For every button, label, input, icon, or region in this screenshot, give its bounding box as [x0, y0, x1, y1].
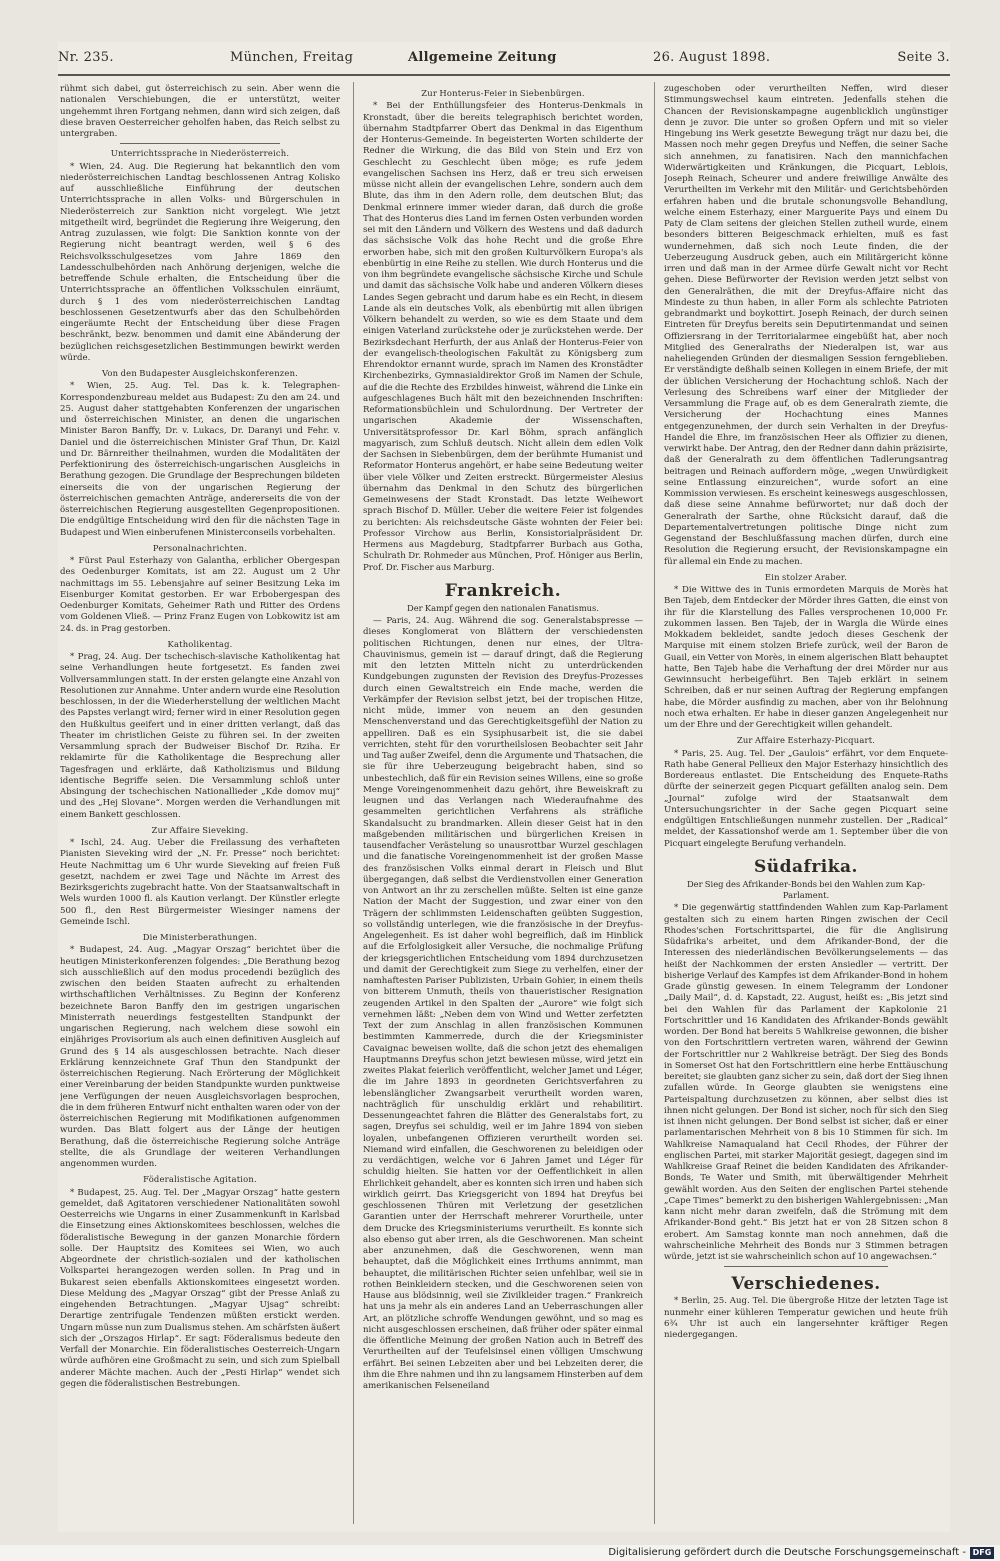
article-text: zugeschoben oder verurtheilten Neffen, wird dieser Stimmungswechsel kaum eintreten. Jedenfalls stehen die Chancen der Revisionskampagne augenblicklich ungünstiger denn je zuvor. Die unter so großen Opfern und mit so vieler Hingebung ins Werk gesetzte Bewegung trägt nur dazu bei, die Massen noch mehr gegen Dreyfus und Neffen, die seiner Sache sich annehmen, zu fanatisiren. Nach den mannichfachen Widerwärtigkeiten und Kränkungen, die Picquart, Leblois, Joseph Reinach, Scheurer und andere freiwillige Anwälte des Verurtheilten im Verkehr mit den Militär- und Gerichtsbehörden erfahren haben und die brutale schonungsvolle Behandlung, welche einem Esterhazy, einer Marguerite Pays und einem Du Paty de Clam seitens der gleichen Stellen zutheil wurde, einem besonders bitteren Beigeschmack erhielten, muß es fast wundernehmen, daß sich noch Leute finden, die der Ueberzeugung Ausdruck geben, auch ein Militärgericht könne irren und daß man in der Armee dürfe Gewalt nicht vor Recht gehen. Diese Befürworter der Revision werden jetzt selbst von den Generalräthen, die mit der Dreyfus-Affaire nicht das Mindeste zu thun haben, in aller Form als schlechte Patrioten gebrandmarkt und boykottirt. Joseph Reinach, der durch seinen Eintreten für Dreyfus bereits sein Deputirtenmandat und seinen Offiziersrang in der Territorialarmee eingebüßt hat, aber noch Mitglied des Generalraths der Niederalpen ist, war aus naheliegenden Gründen der diesmaligen Session ferngeblieben. Er verständigte deßhalb seinen Kollegen in einem Briefe, der mit der üblichen Versicherung der Hochachtung schloß. Nach der Verlesung des Schreibens warf einer der Mitglieder der Versammlung die Frage auf, ob es dem Generalrath ziemte, die Versicherung der Hochachtung eines Mannes entgegenzunehmen, der durch sein Verhalten in der Dreyfus-Handel die Ehre, im französischen Heer als Offizier zu dienen, verwirkt habe. Der Antrag, den der Redner dann dahin präzisirte, daß der Generalrath zu dem öffentlichen Tadlerungsantrag beitragen und Reinach auffordern möge, „wegen Unwürdigkeit seine Entlassung einzureichen“, wurde sofort an eine Kommission verwiesen. Es erscheint keineswegs ausgeschlossen, daß diese seine Annahme befürwortet; nur daß doch der Generalrath der Sarthe, ohne Rücksicht darauf, daß die Departementalvertretungen politische Dinge nicht zum Gegenstand der Beschlußfassung machen dürfen, durch eine Resolution die Regierung ersucht, der Revisionskampagne ein für allemal ein Ende zu machen. [664, 84, 948, 567]
footer-bar [0, 1545, 1000, 1561]
article-text: * Fürst Paul Esterhazy von Galantha, erblicher Obergespan des Oedenburger Komitats, ist am 22. August um 2 Uhr nachmittags im 55. Lebensjahre auf seiner Besitzung Leka im Eisenburger Komitat gestorben. Er war Erbobergespan des Oedenburger Komitats, Geheimer Rath und Ritter des Ordens vom Goldenen Vließ. — Prinz Franz Eugen von Lobkowitz ist am 24. ds. in Prag gestorben. [60, 556, 340, 634]
article-heading: Der Sieg des Afrikander-Bonds bei den Wahlen zum Kap-Parlament. [686, 878, 926, 900]
column-2 [363, 84, 643, 1524]
place-day: München, Freitag [230, 50, 354, 65]
dfg-logo-icon: DFG [970, 1547, 994, 1559]
article-text: * Budapest, 25. Aug. Tel. Der „Magyar Orszag“ hatte gestern gemeldet, daß Agitatoren verschiedener Nationalitäten sowohl Oesterreichs wie Ungarns in einer Zusammenkunft in Karlsbad die Einsetzung eines Aktionskomitees beschlossen, welches die föderalistische Bewegung in der ganzen Monarchie fördern solle. Der Hauptsitz des Komitees sei Wien, wo auch Abgeordnete der christlich-sozialen und der katholischen Volkspartei herangezogen werden sollen. In Prag und in Bukarest seien ebenfalls Aktionskomitees eingesetzt worden. Diese Meldung des „Magyar Orszag“ gibt der Presse Anlaß zu eingehenden Betrachtungen. „Magyar Ujsag“ schreibt: Derartige zentrifugale Tendenzen müßten erstickt werden. Ungarn müsse nun zum Dualismus stehen. Am schärfsten äußert sich der „Orszagos Hirlap“. Er sagt: Föderalismus bedeute den Verfall der Monarchie. Ein föderalistisches Oesterreich-Ungarn würde aufhören eine Großmacht zu sein, und sich zum Spielball anderer Mächte machen. Auch der „Pesti Hirlap“ wendet sich gegen die föderalistischen Bestrebungen. [60, 1187, 340, 1389]
article-heading: Unterrichtssprache in Niederösterreich. [110, 148, 290, 159]
article-text: * Wien, 25. Aug. Tel. Das k. k. Telegraphen-Korrespondenzbureau meldet aus Budapest: Zu den am 24. und 25. August daher stattgehabten Konferenzen der ungarischen und österreichischen Minister, an denen die ungarischen Minister Baron Banffy, Dr. v. Lukacs, Dr. Daranyi und Fehr. v. Daniel und die österreichischen Minister Graf Thun, Dr. Kaizl und Dr. Bärnreither theilnahmen, wurden die Modalitäten der Perfektionirung des österreichisch-ungarischen Ausgleichs in Berathung gezogen. Die Grundlage der Besprechungen bildeten einerseits die von der ungarischen Regierung der österreichischen gemachten Anträge, andererseits die von der österreichischen Regierung ausgestellten Gegenpropositionen. Die endgültige Entscheidung wird den für die nächsten Tage in Budapest und Wien einberufenen Ministerconseils vorbehalten. [60, 381, 340, 538]
column-divider [353, 82, 354, 1524]
section-heading: Verschiedenes. [731, 1274, 881, 1295]
newspaper-page [58, 42, 950, 1532]
column-1 [60, 84, 340, 1524]
article-rule [120, 143, 280, 144]
article-heading: Ein stolzer Araber. [764, 571, 848, 582]
article-text: * Wien, 24. Aug. Die Regierung hat bekanntlich den vom niederösterreichischen Landtag beschlossenen Antrag Kolisko auf ausschließliche Einführung der deutschen Unterrichtssprache in allen Volks- und Bürgerschulen in Niederösterreich zur Sanktion nicht vorgelegt. Wie jetzt mitgetheilt wird, begründet die Regierung ihre Weigerung, den Antrag zuzulassen, wie folgt: Die Sanktion konnte von der Regierung nicht beantragt werden, weil § 6 des Reichsvolksschulgesetzes vom Jahre 1869 den Landesschulbehörden nach Anhörung derjenigen, welche die betreffende Schule erhalten, die Entscheidung über die Unterrichtssprache an öffentlichen Volksschulen einräumt, durch § 1 des vom niederösterreichischen Landtag beschlossenen Gesetzentwurfs aber das den Schulbehörden eingeräumte Recht der Entscheidung über diese Fragen beschränkt, bezw. benommen und damit eine Abänderung der bezüglichen reichsgesetzlichen Bestimmungen bewirkt werden würde. [60, 161, 340, 363]
article-heading: Zur Honterus-Feier in Siebenbürgen. [421, 88, 585, 98]
masthead-rule [58, 74, 950, 76]
article-text: * Berlin, 25. Aug. Tel. Die übergroße Hitze der letzten Tage ist nunmehr einer kühleren Temperatur gewichen und heute früh 6¾ Uhr ist auch ein langersehnter kräftiger Regen niedergegangen. [664, 1296, 948, 1340]
article-heading: Der Kampf gegen den nationalen Fanatismus. [406, 602, 600, 613]
section-heading: Frankreich. [444, 580, 562, 601]
column-3 [664, 84, 948, 1524]
article-text: * Die gegenwärtig stattfindenden Wahlen zum Kap-Parlament gestalten sich zu einem harten Ringen zwischen der Cecil Rhodes'schen Fortschrittspartei, die für die Anglisirung Südafrika's arbeitet, und dem Afrikander-Bond, der die Interessen des niederländischen Bevölkerungselements — das heißt der Nachkommen der ersten Ansiedler — vertritt. Der bisherige Verlauf des Kampfes ist dem Afrikander-Bond in hohem Grade günstig gewesen. In einem Telegramm der Londoner „Daily Mail“, d. d. Kapstadt, 22. August, heißt es: „Bis jetzt sind bei den Wahlen für das Parlament der Kapkolonie 21 Fortschrittler und 16 Kandidaten des Afrikander-Bonds gewählt worden. Der Bond hat bereits 5 Wahlkreise gewonnen, die bisher von den Fortschrittlern vertreten waren, während der Gewinn der Fortschrittler nur 2 Wahlkreise beträgt. Der Sieg des Bonds in Somerset Ost hat den Fortschrittlern eine herbe Enttäuschung bereitet; sie glaubten ganz sicher zu sein, daß dort der Sieg ihnen zufallen würde. In George glaubten sie wenigstens eine Parteispaltung durchzusetzen zu können, aber selbst dies ist ihnen nicht gelungen. Der Bond ist sicher, noch für sich den Sieg ist ihnen nicht gelungen. Der Bond selbst ist sicher, daß er einer parlamentarischen Mehrheit von 8 bis 10 Stimmen für sich. Im Wahlkreise Namaqualand hat Cecil Rhodes, der Führer der englischen Partei, mit starker Majorität gesiegt, dagegen sind im Wahlkreise Graaf Reinet die beiden Kandidaten des Afrikander-Bonds, Te Water und Smith, mit überwältigender Mehrheit gewählt worden. Aus den Seiten der englischen Partei stehende „Cape Times“ bemerkt zu den bisherigen Wahlergebnissen: „Man kann nicht mehr daran zweifeln, daß die Strömung mit dem Afrikander-Bond geht.“ Bis jetzt hat er von 28 Sitzen schon 8 erobert. Am Samstag konnte man noch annehmen, daß die wahrscheinliche Mehrheit des Bonds nur 3 Stimmen betragen würde, jetzt ist sie wahrscheinlich schon auf 10 angewachsen.“ [664, 903, 948, 1262]
section-heading: Südafrika. [754, 856, 858, 877]
article-text: * Paris, 25. Aug. Tel. Der „Gaulois“ erfährt, vor dem Enquete-Rath habe General Pellieux den Major Esterhazy hinsichtlich des Bordereaus entlastet. Die Entscheidung des Enquete-Raths dürfte der seinerzeit gegen Picquart gefällten analog sein. Dem „Journal“ zufolge wird der Staatsanwalt dem Untersuchungsrichter in der Sache gegen Picquart seine endgültigen Entschließungen nunmehr zustellen. Der „Radical“ meldet, der Kassationshof werde am 1. September über die von Picquart eingelegte Berufung verhandeln. [664, 748, 948, 849]
masthead [58, 50, 950, 72]
article-heading: Von den Budapester Ausgleichskonferenzen. [101, 368, 299, 378]
funding-note: Digitalisierung gefördert durch die Deutsche Forschungsgemeinschaft - [608, 1547, 966, 1558]
issue-number: Nr. 235. [58, 50, 114, 65]
article-text: * Bei der Enthüllungsfeier des Honterus-Denkmals in Kronstadt, über die bereits telegraphisch berichtet worden, übernahm Stadtpfarrer Obert das Denkmal in das Eigenthum der Honterus-Gemeinde. In begeisterten Worten schilderte der Redner die Wirkung, die das Bild von Stein und Erz von Geschlecht zu Geschlecht üben möge; es rufe jedem evangelischen Sachsen ins Herz, daß er treu sich erweisen müsse nicht allein der evangelischen Lehre, sondern auch dem Blute, das ihm in den Adern rolle, dem deutschen Blut; das Denkmal erinnere immer wieder daran, daß durch die große That des Honterus dies Land im fernen Osten verbunden worden sei mit den Ländern und Völkern des Westens und daß dadurch das sächsische Volk das hohe Recht und die große Ehre erworben habe, sich mit den großen Kulturvölkern Europa's als ebenbürtig in eine Reihe zu stellen. Wie durch Honterus und die von ihm begründete evangelische sächsische Kirche und Schule und damit das sächsische Volk habe und anderen Völkern dieses Landes Segen gebracht und darum habe es ein Recht, in diesem Lande als ein deutsches Volk, als ebenbürtig mit allen übrigen Völkern behandelt zu werden, so wie es dem Staate und dem einigen Vaterland zurückstehe oder je zurückstehen werde. Der Bezirksdechant Herfurth, der aus Anlaß der Honterus-Feier von der evangelisch-theologischen Fakultät zu Königsberg zum Ehrendoktor ernannt wurde, sprach im Namen des Kronstädter Kirchenbezirks, Gymnasialdirektor Groß im Namen der Schule, auf die die Rechte des Erzbildes hinweist, während die Linke ein aufgeschlagenes Buch hält mit den bezeichnenden Inschriften: Reformationsbüchlein und Schulordnung. Der Vertreter der ungarischen Akademie der Wissenschaften, Universitätsprofessor Dr. Karl Böhm, sprach anfänglich magyarisch, zum Schluß deutsch. Nicht allein dem edlen Volk der Sachsen in Siebenbürgen, dem der berühmte Humanist und Reformator Honterus angehört, er habe seine Bedeutung weiter über viele Völker und Zeiten erstreckt. Bürgermeister Alesius übernahm das Denkmal in den Schutz des bürgerlichen Gemeinwesens der Stadt Kronstadt. Das letzte Weihewort sprach Bischof D. Müller. Ueber die weitere Feier ist folgendes zu berichten: Als reichsdeutsche Gäste wohnten der Feier bei: Professor Virchow aus Berlin, Konsistorialpräsident Dr. Hermens aus Magdeburg, Stadtpfarrer Burbach aus Gotha, Schulrath Dr. Rohmeder aus München, Prof. Höniger aus Berlin, Prof. Dr. Fischer aus Marburg. [363, 101, 643, 573]
article-text: * Budapest, 24. Aug. „Magyar Orszag“ berichtet über die heutigen Ministerkonferenzen folgendes: „Die Berathung bezog sich ausschließlich auf den modus procedendi bezüglich des zwischen den beiden Staaten aufrecht zu erhaltenden wirthschaftlichen Verhältnisses. Zu Beginn der Konferenz bezeichnete Baron Banffy den im gestrigen ungarischen Ministerrath neuerdings festgestellten Standpunkt der ungarischen Regierung, nach welchem diese sowohl ein einjähriges Provisorium als auch einen definitiven Ausgleich auf Grund des § 14 als ausgeschlossen betrachte. Nach dieser Erklärung kennzeichnete Graf Thun den Standpunkt der österreichischen Regierung. Nach Erörterung der Möglichkeit einer Vereinbarung der beiden Standpunkte wurden punktweise jene Verfügungen der neuen Ausgleichsvorlagen besprochen, die in dem früheren Entwurf nicht enthalten waren oder von der österreichischen Regierung mit Modifikationen aufgenommen wurden. Das Blatt folgert aus der Länge der heutigen Berathung, daß die österreichische Regierung solche Anträge stellte, die als Grundlage der weiteren Verhandlungen angenommen wurden. [60, 945, 340, 1169]
article-heading: Personalnachrichten. [152, 542, 248, 553]
article-heading: Katholikentag. [167, 638, 233, 649]
article-text: rühmt sich dabei, gut österreichisch zu sein. Aber wenn die nationalen Verschiebungen, die er unterstützt, weiter ungehemmt ihren Fortgang nehmen, dann wird sich zeigen, daß diese braven Oesterreicher geholfen haben, das Reich selbst zu untergraben. [60, 84, 340, 139]
article-heading: Zur Affaire Sieveking. [151, 824, 249, 835]
article-rule [724, 1266, 888, 1267]
article-text: * Prag, 24. Aug. Der tschechisch-slavische Katholikentag hat seine Verhandlungen heute fortgesetzt. Es fanden zwei Vollversammlungen statt. In der ersten gelangte eine Anzahl von Resolutionen zur Annahme. Unter andern wurde eine Resolution beschlossen, in der die Wiederherstellung der weltlichen Macht des Papstes verlangt wird; ferner wird in einer Resolution gegen den Hußkultus geeifert und in einer dritten verlangt, daß das Theater im christlichen Geiste zu führen sei. In der zweiten Versammlung sprach der Budweiser Bischof Dr. Rziha. Er reklamirte für die Katholikentage die Besprechung aller Tagesfragen und erklärte, daß Katholizismus und Bildung identische Begriffe seien. Die Versammlung schloß unter Absingung der tschechischen Nationallieder „Kde domov muj“ und des „Hej Slovane“. Morgen werden die Verhandlungen mit einem Bankett geschlossen. [60, 652, 340, 820]
article-text: — Paris, 24. Aug. Während die sog. Generalstabspresse — dieses Konglomerat von Blättern der verschiedensten politischen Richtungen, denen nur eines, der Ultra-Chauvinismus, gemein ist — darauf dringt, daß die Regierung mit den letzten Mitteln nicht zu unterdrückenden Kundgebungen zugunsten der Revision des Dreyfus-Prozesses durch einen Gewaltstreich ein Ende mache, werden die Verkämpfer der Revision selbst jetzt, bei der tropischen Hitze, nicht müde, immer von neuem an den gesunden Menschenverstand und das Gerechtigkeitsgefühl der Nation zu appelliren. Daß es ein Sysiphusarbeit ist, die sie dabei verrichten, steht für den vorurtheilslosen Beobachter seit Jahr und Tag außer Zweifel, denn die Argumente und Thatsachen, die sie für ihre Ueberzeugung beigebracht haben, sind so unbestechlich, daß für ein Revision seines Willens, eine so große Menge Voreingenommenheit dazu gehört, ihre Beweiskraft zu leugnen und das Verlangen nach Wiederaufnahme des gesammelten gerichtlichen Verfahrens als sträfliche Skandalsucht zu brandmarken. Allein dieser Geist hat in den maßgebenden militärischen und bürgerlichen Kreisen in tausendfacher Verästelung so unausrottbar Wurzel geschlagen und die fanatische Voreingenommenheit ist der großen Masse des französischen Volks einmal derart in Fleisch und Blut übergegangen, daß selbst die Verdienstvollen einer Generation von Antwort an ihr zu zerschellen müßte. Selten ist eine ganze Nation der Macht der Suggestion, und zwar einer von den Trägern der schlimmsten Leidenschaften geübten Suggestion, so vollständig unterlegen, wie die französische in der Dreyfus-Angelegenheit. Es ist daher wohl begreiflich, daß im Hinblick auf die Erfolglosigkeit aller Versuche, die nochmalige Prüfung der kriegsgerichtlichen Entscheidung vom 1894 durchzusetzen und damit der Gerechtigkeit zum Siege zu verhelfen, einer der namhaftesten Pariser Publizisten, Urbain Gohier, in einem theils von bitterem Unmuth, theils von thaueristischer Resignation zeugenden Artikel in den Spalten der „Aurore“ wie folgt sich vernehmen läßt: „Neben dem von Wind und Wetter zerfetzten Text der zum Anschlag in allen französischen Kommunen bestimmten Kammerrede, durch die der Kriegsminister Cavaignac beweisen wollte, daß die schon jetzt des ehemaligen Hauptmanns Dreyfus schon jetzt bewiesen müsse, wird jetzt ein zweites Plakat feierlich veröffentlicht, welcher Jamet und Léger, die im Jahre 1893 in geordneten Gerichtsverfahren zu lebenslänglicher Zwangsarbeit verurtheilt worden waren, nachträglich für unschuldig erklärt und rehabilitirt. Dessenungeachtet fahren die Blätter des Generalstabs fort, zu sagen, Dreyfus sei schuldig, weil er im Jahre 1894 von sieben loyalen, unbefangenen Offizieren verurtheilt worden sei. Niemand wird einfallen, die Geschworenen zu beleidigen oder zu verdächtigen, welche vor 6 Jahren Jamet und Léger für schuldig hielten. Sie hatten vor der Oeffentlichkeit in allen Ehrlichkeit gehandelt, aber es konnten sich irren und haben sich wirklich geirrt. Das Kriegsgericht von 1894 hat Dreyfus bei geschlossenen Thüren mit Verletzung der gesetzlichen Garantien unter der Herrschaft mehrerer Vorurtheile, unter dem Drucke des Kriegsministeriums verurtheilt. Es konnte sich also ebenso gut aber irren, als die Geschworenen. Man scheint aber anzunehmen, daß die Geschworenen, wenn man behauptet, daß die Möglichkeit eines Irrthums annimmt, man behauptet, die militärischen Richter seien unfehlbar, weil sie in rothen Beinkleidern stecken, und die Geschworenen seien von Hause aus blödsinnig, weil sie Zivilkleider tragen.“ Frankreich hat uns ja mehr als ein anderes Land an Ueberraschungen aller Art, an plötzliche schroffe Wendungen gewöhnt, und so mag es nicht ausgeschlossen erscheinen, daß früher oder später einmal die öffentliche Meinung der großen Nation auch in Betreff des Verurtheilten auf der Teufelsinsel einen völligen Umschwung erfährt. Bei seinen Lebzeiten aber und bei Lebzeiten derer, die ihm die Ehre nahmen und ihn zu langsamem Hinsterben auf dem amerikanischen Felseneiland [363, 616, 643, 1391]
page-number: Seite 3. [897, 50, 950, 65]
column-divider [654, 82, 655, 1524]
article-text: * Ischl, 24. Aug. Ueber die Freilassung des verhafteten Pianisten Sieveking wird der „N. Fr. Presse“ noch berichtet: Heute Nachmittag um 6 Uhr wurde Sieveking auf freien Fuß gesetzt, nachdem er zwei Tage und Nächte im Arrest des Bezirksgerichts zugebracht hatte. Von der Staatsanwaltschaft in Wels wurden 1000 fl. als Kaution verlangt. Der Künstler erlegte 500 fl., den Rest Bürgermeister Wiesinger namens der Gemeinde Ischl. [60, 838, 340, 927]
issue-date: 26. August 1898. [653, 50, 771, 65]
article-heading: Föderalistische Agitation. [143, 1174, 257, 1185]
article-text: * Die Wittwe des in Tunis ermordeten Marquis de Morès hat Ben Tajeb, dem Entdecker der Mörder ihres Gatten, die einst von ihr für die Klarstellung des Falles versprochenen 10,000 Fr. zukommen lassen. Ben Tajeb, der in Wargla die Würde eines Mokkadem bekleidet, sandte jedoch dieses Geschenk der Marquise mit einem stolzen Briefe zurück, weil der Baron de Guail, ein Vetter von Morès, in einem algerischen Blatt behauptet hatte, Ben Tajeb habe die Verhaftung der drei Mörder nur aus Gewinnsucht herbeigeführt. Ben Tajeb erklärt in seinem Schreiben, daß er nur seinen Auftrag der Regierung empfangen habe, die Mörder ausfindig zu machen, aber von ihr Belohnung noch etwa erhalten. Er habe in dieser ganzen Angelegenheit nur um der Ehre und der Gerechtigkeit willen gehandelt. [664, 585, 948, 730]
paper-title: Allgemeine Zeitung [408, 50, 557, 65]
article-heading: Zur Affaire Esterhazy-Picquart. [736, 735, 876, 746]
article-heading: Die Ministerberathungen. [142, 932, 258, 942]
